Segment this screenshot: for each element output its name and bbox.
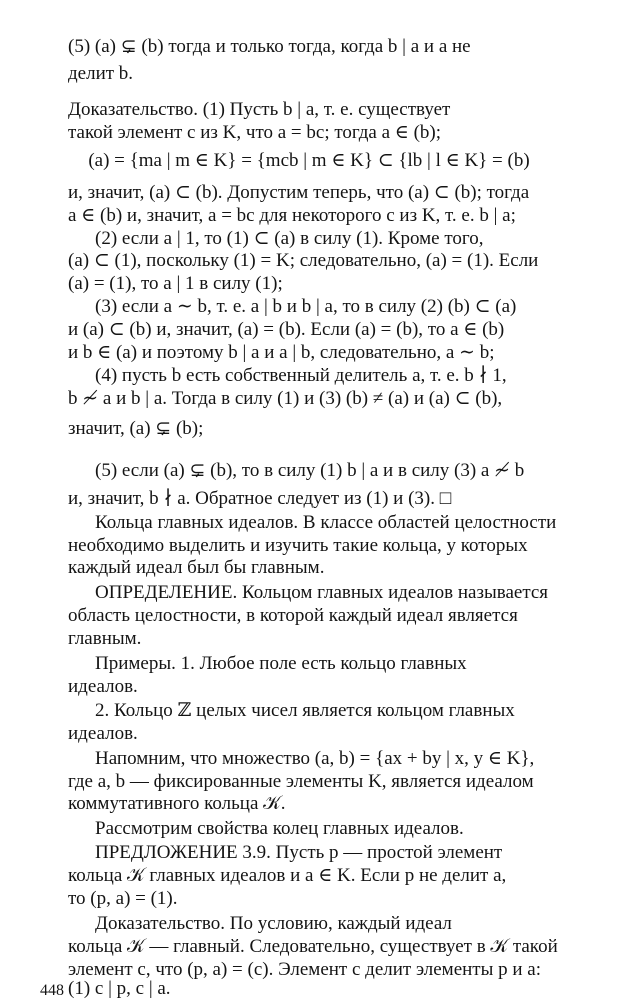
page-number: 448 bbox=[40, 982, 64, 999]
examples-line-4: идеалов. bbox=[68, 723, 138, 744]
proof-line-1: Доказательство. По условию, каждый идеал bbox=[95, 913, 452, 934]
examples-line-3: 2. Кольцо ℤ целых чисел является кольцом главных bbox=[95, 700, 515, 721]
text-line-16: значит, (a) ⊊ (b); bbox=[68, 418, 204, 439]
text-line-1: (5) (a) ⊊ (b) тогда и только тогда, когда b | a и a не bbox=[68, 36, 471, 57]
text-line-30: где a, b — фиксированные элементы K, является идеалом bbox=[68, 771, 534, 792]
examples-line-2: идеалов. bbox=[68, 676, 138, 697]
text-line-2: делит b. bbox=[68, 63, 134, 84]
examples-line-1: Примеры. 1. Любое поле есть кольцо главных bbox=[95, 653, 467, 674]
text-line-31: коммутативного кольца 𝒦. bbox=[68, 793, 286, 814]
text-line-11: (3) если a ∼ b, т. е. a | b и b | a, то в силу (2) (b) ⊂ (a) bbox=[95, 296, 517, 317]
text-line-10: (a) = (1), то a | 1 в силу (1); bbox=[68, 273, 283, 294]
text-line-29: Напомним, что множество (a, b) = {ax + by | x, y ∈ K}, bbox=[95, 748, 535, 769]
text-line-4: такой элемент c из K, что a = bc; тогда a ∈ (b); bbox=[68, 122, 442, 143]
definition-line-3: главным. bbox=[68, 628, 142, 649]
text-line-15: b ≁ a и b | a. Тогда в силу (1) и (3) (b) ≠ (a) и (a) ⊂ (b), bbox=[68, 388, 503, 409]
text-line-13: и b ∈ (a) и поэтому b | a и a | b, следовательно, a ∼ b; bbox=[68, 342, 495, 363]
text-line-7: a ∈ (b) и, значит, a = bc для некоторого c из K, т. е. b | a; bbox=[68, 205, 516, 226]
text-line-17: (5) если (a) ⊊ (b), то в силу (1) b | a и в силу (3) a ≁ b bbox=[95, 460, 525, 481]
text-line-8: (2) если a | 1, то (1) ⊂ (a) в силу (1). Кроме того, bbox=[95, 228, 484, 249]
proof-line-3: элемент c, что (p, a) = (c). Элемент c делит элементы p и a: bbox=[68, 959, 542, 980]
text-line-9: (a) ⊂ (1), поскольку (1) = K; следовательно, (a) = (1). Если bbox=[68, 250, 539, 271]
proposition-line-2: кольца 𝒦 главных идеалов и a ∈ K. Если p не делит a, bbox=[68, 865, 507, 886]
text-line-12: и (a) ⊂ (b) и, значит, (a) = (b). Если (a) = (b), то a ∈ (b) bbox=[68, 319, 505, 340]
section-heading-line: Кольца главных идеалов. В классе областей целостности bbox=[95, 512, 557, 533]
text-line-3: Доказательство. (1) Пусть b | a, т. е. существует bbox=[68, 99, 451, 120]
text-line-6: и, значит, (a) ⊂ (b). Допустим теперь, что (a) ⊂ (b); тогда bbox=[68, 182, 530, 203]
proof-line-2: кольца 𝒦 — главный. Следовательно, существует в 𝒦 такой bbox=[68, 936, 558, 957]
text-line-18: и, значит, b ∤ a. Обратное следует из (1) и (3). □ bbox=[68, 488, 452, 509]
text-line-20: необходимо выделить и изучить такие кольца, у которых bbox=[68, 535, 528, 556]
text-line-14: (4) пусть b есть собственный делитель a, т. е. b ∤ 1, bbox=[95, 365, 507, 386]
proposition-line-1: ПРЕДЛОЖЕНИЕ 3.9. Пусть p — простой элемент bbox=[95, 842, 503, 863]
definition-line-2: область целостности, в которой каждый идеал является bbox=[68, 605, 518, 626]
proof-line-4: (1) c | p, c | a. bbox=[68, 978, 171, 999]
display-formula: (a) = {ma | m ∈ K} = {mcb | m ∈ K} ⊂ {lb | l ∈ K} = (b) bbox=[88, 150, 530, 171]
proposition-line-3: то (p, a) = (1). bbox=[68, 888, 178, 909]
definition-line-1: ОПРЕДЕЛЕНИЕ. Кольцом главных идеалов называется bbox=[95, 582, 549, 603]
text-line-32: Рассмотрим свойства колец главных идеалов. bbox=[95, 818, 464, 839]
text-line-21: каждый идеал был бы главным. bbox=[68, 557, 325, 578]
